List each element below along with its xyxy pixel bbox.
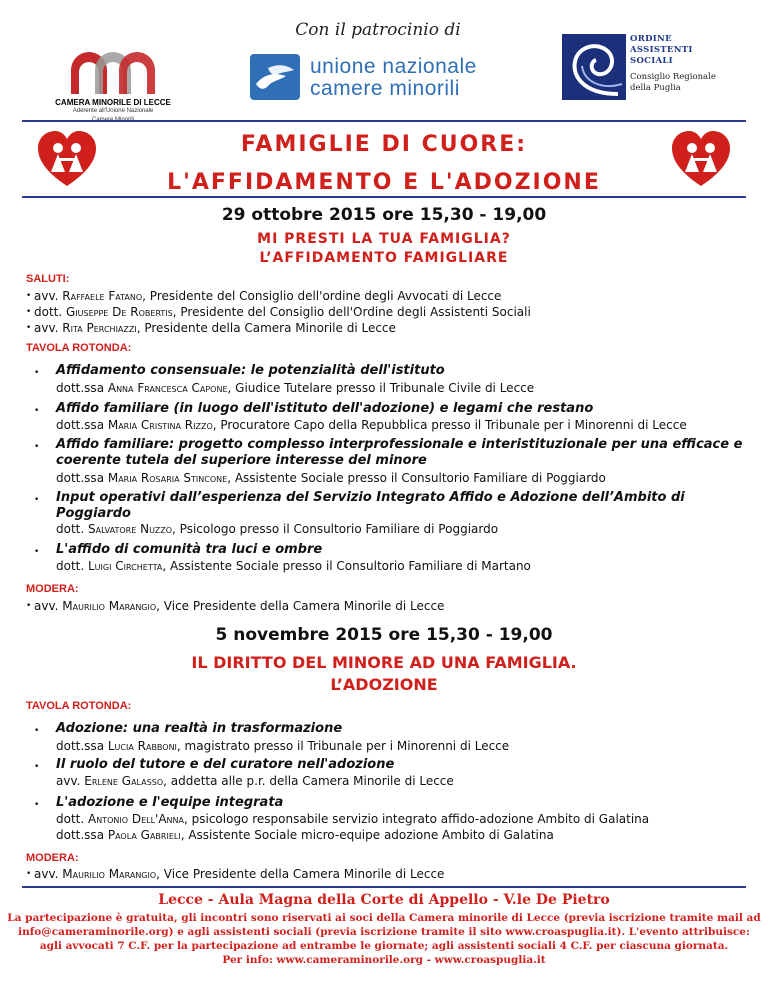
topic-speaker: dott.ssa Anna Francesca Capone, Giudice Tutelare presso il Tribunale Civile di Lecce bbox=[56, 381, 535, 395]
camera-minorile-logo bbox=[48, 44, 178, 124]
arches-icon bbox=[65, 44, 161, 96]
topic-title: • Affido familiare: progetto complesso interprofessionale e interistituzionale per una efficace e coerente tutela del superiore interesse del minore bbox=[56, 437, 746, 469]
modera-label: MODERA: bbox=[26, 583, 79, 595]
day2-title2: L’ADOZIONE bbox=[330, 675, 438, 694]
top-rule bbox=[22, 120, 746, 122]
day2-title1: IL DIRITTO DEL MINORE AD UNA FAMIGLIA. bbox=[191, 653, 577, 672]
topic-title: • L'affido di comunità tra luci e ombre bbox=[56, 542, 746, 558]
heart-children-icon bbox=[670, 128, 732, 190]
heart-children-icon bbox=[36, 128, 98, 190]
footer-note-4: Per info: www.cameraminorile.org - www.croaspuglia.it bbox=[222, 954, 546, 966]
topic-speaker: dott. Luigi Circhetta, Assistente Sociale presso il Consultorio Familiare di Martano bbox=[56, 559, 531, 573]
modera-item: • avv. Maurilio Marangio, Vice Presidente della Camera Minorile di Lecce bbox=[34, 867, 444, 881]
camera-name: CAMERA MINORILE DI LECCE bbox=[55, 98, 171, 107]
topic-title: • Input operativi dall’esperienza del Servizio Integrato Affido e Adozione dell’Ambito di Poggiardo bbox=[56, 490, 746, 522]
main-title bbox=[110, 126, 658, 202]
footer-note-2: info@cameraminorile.org) e agli assistenti sociali (previa iscrizione tramite il sito www.croaspuglia.it). L'evento attribuisce: bbox=[18, 926, 750, 938]
topic-speaker: dott. Salvatore Nuzzo, Psicologo presso il Consultorio Familiare di Poggiardo bbox=[56, 522, 499, 536]
topic-title: • Il ruolo del tutore e del curatore nell'adozione bbox=[56, 757, 746, 773]
ordine-line3: SOCIALI bbox=[630, 56, 673, 66]
spiral-icon bbox=[562, 34, 626, 100]
patrocinio-text: Con il patrocinio di bbox=[295, 20, 461, 40]
unc-line1: unione nazionale bbox=[310, 55, 477, 78]
tavola-label: TAVOLA ROTONDA: bbox=[26, 700, 132, 712]
saluto-item: • avv. Raffaele Fatano, Presidente del Consiglio dell'ordine degli Avvocati di Lecce bbox=[34, 289, 501, 303]
saluti-label: SALUTI: bbox=[26, 273, 70, 285]
ordine-logo bbox=[562, 34, 722, 104]
topic-title: • Affido familiare (in luogo dell'istituto dell'adozione) e legami che restano bbox=[56, 401, 746, 417]
ordine-line1: ORDINE bbox=[630, 34, 672, 44]
hands-icon bbox=[250, 54, 300, 100]
unc-logo bbox=[250, 54, 490, 104]
camera-sub1: Aderente all'Unione Nazionale bbox=[72, 108, 154, 114]
modera-label: MODERA: bbox=[26, 852, 79, 864]
ordine-line2: ASSISTENTI bbox=[630, 45, 693, 55]
main-title-line1: FAMIGLIE DI CUORE: bbox=[240, 132, 528, 157]
footer-rule bbox=[22, 886, 746, 888]
saluto-item: • dott. Giuseppe De Robertis, Presidente del Consiglio dell'Ordine degli Assistenti Sociali bbox=[34, 305, 531, 319]
topic-speaker: dott.ssa Maria Rosaria Stincone, Assistente Sociale presso il Consultorio Familiare di Poggiardo bbox=[56, 471, 606, 485]
day1-date: 29 ottobre 2015 ore 15,30 - 19,00 bbox=[221, 205, 547, 225]
ordine-sub2: della Puglia bbox=[630, 83, 681, 93]
venue-text: Lecce - Aula Magna della Corte di Appello - V.le De Pietro bbox=[158, 892, 610, 908]
title-rule bbox=[22, 196, 746, 198]
topic-title: • Adozione: una realtà in trasformazione bbox=[56, 721, 746, 737]
unc-line2: camere minorili bbox=[310, 77, 460, 100]
footer-note-1: La partecipazione è gratuita, gli incontri sono riservati ai soci della Camera minorile di Lecce (previa iscrizione tramite mail ad bbox=[7, 912, 761, 924]
ordine-sub1: Consiglio Regionale bbox=[630, 72, 716, 82]
day1-title2: L’AFFIDAMENTO FAMIGLIARE bbox=[259, 250, 509, 266]
topic-speaker: dott. Antonio Dell'Anna, psicologo responsabile servizio integrato affido-adozione Ambito di Galatina bbox=[56, 812, 650, 826]
topic-speaker: dott.ssa Paola Gabrieli, Assistente Sociale micro-equipe adozione Ambito di Galatina bbox=[56, 828, 554, 842]
saluto-item: • avv. Rita Perchiazzi, Presidente della Camera Minorile di Lecce bbox=[34, 321, 396, 335]
topic-title: • L'adozione e l'equipe integrata bbox=[56, 795, 746, 811]
footer-note-3: agli avvocati 7 C.F. per la partecipazione ad entrambe le giornate; agli assistenti sociali 4 C.F. per ciascuna giornata. bbox=[39, 940, 729, 952]
topic-speaker: dott.ssa Lucia Rabboni, magistrato presso il Tribunale per i Minorenni di Lecce bbox=[56, 739, 510, 753]
tavola-label: TAVOLA ROTONDA: bbox=[26, 342, 132, 354]
day2-date: 5 novembre 2015 ore 15,30 - 19,00 bbox=[215, 625, 553, 645]
topic-speaker: avv. Erlene Galasso, addetta alle p.r. della Camera Minorile di Lecce bbox=[56, 774, 454, 788]
day1-title1: MI PRESTI LA TUA FAMIGLIA? bbox=[257, 231, 511, 247]
camera-sub2: Camere Minorili bbox=[91, 117, 134, 123]
topic-title: • Affidamento consensuale: le potenzialità dell'istituto bbox=[56, 363, 746, 379]
main-title-line2: L'AFFIDAMENTO E L'ADOZIONE bbox=[167, 170, 601, 195]
topic-speaker: dott.ssa Maria Cristina Rizzo, Procuratore Capo della Repubblica presso il Tribunale per i Minorenni di Lecce bbox=[56, 418, 687, 432]
modera-item: • avv. Maurilio Marangio, Vice Presidente della Camera Minorile di Lecce bbox=[34, 599, 444, 613]
